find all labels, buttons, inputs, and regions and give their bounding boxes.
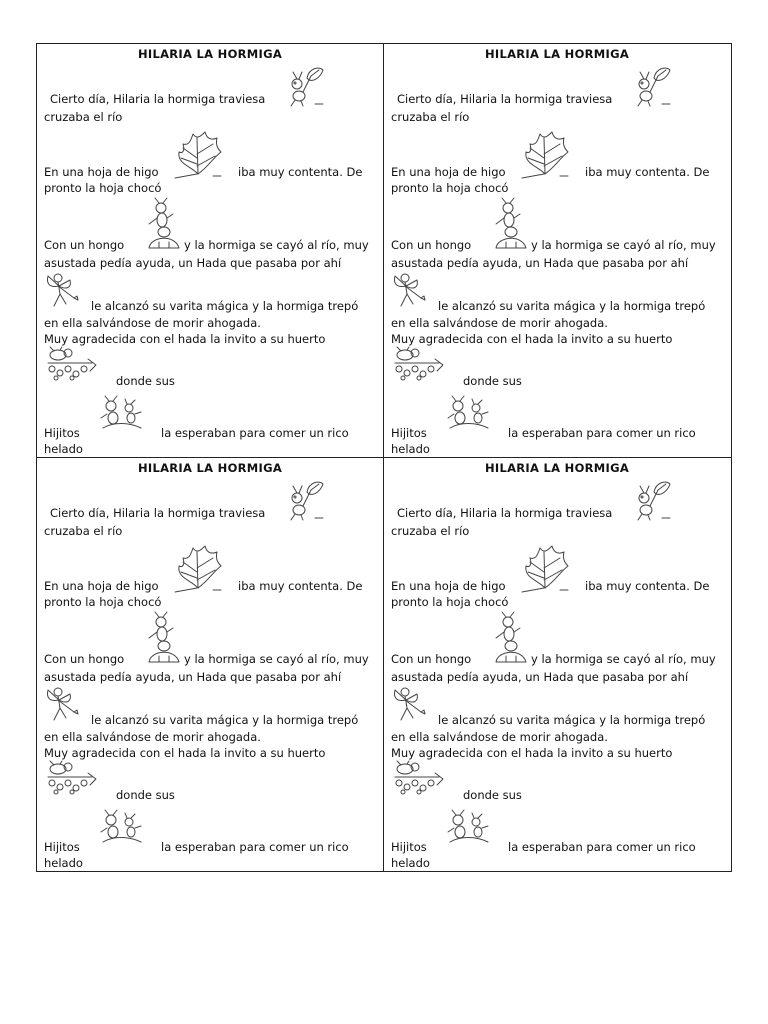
story-line: helado: [44, 442, 83, 456]
story-line: helado: [391, 442, 430, 456]
ant-on-mushroom-icon: [145, 200, 185, 250]
story-line: donde sus: [463, 374, 522, 388]
story-card: [384, 44, 730, 457]
story-line: iba muy contenta. De: [585, 579, 710, 593]
story-line: la esperaban para comer un rico: [161, 840, 349, 854]
fig-leaf-icon: [520, 542, 570, 592]
ant-with-leaf-icon: [285, 62, 325, 106]
fairy-icon: [44, 272, 80, 308]
story-line: Muy agradecida con el hada la invito a su huerto: [44, 746, 326, 760]
story-line: Muy agradecida con el hada la invito a su huerto: [391, 746, 673, 760]
baby-ants-icon: [446, 810, 490, 844]
story-line: y la hormiga se cayó al río, muy: [531, 238, 716, 252]
story-card: [384, 458, 730, 871]
story-line: asustada pedía ayuda, un Hada que pasaba por ahí: [44, 256, 342, 270]
story-line: le alcanzó su varita mágica y la hormiga trepó: [91, 713, 359, 727]
fairy-icon: [391, 272, 427, 308]
story-title: HILARIA LA HORMIGA: [137, 47, 283, 61]
fig-leaf-icon: [173, 128, 223, 178]
story-line: Muy agradecida con el hada la invito a su huerto: [44, 332, 326, 346]
garden-icon: [393, 347, 445, 381]
story-line: en ella salvándose de morir ahogada.: [391, 730, 608, 744]
story-card: [37, 458, 383, 871]
garden-icon: [393, 761, 445, 795]
story-line: Con un hongo: [44, 238, 125, 252]
story-line: pronto la hoja chocó: [391, 595, 509, 609]
baby-ants-icon: [446, 396, 490, 430]
story-line: Hijitos: [44, 426, 80, 440]
story-line: pronto la hoja chocó: [44, 595, 162, 609]
story-line: donde sus: [463, 788, 522, 802]
story-line: Con un hongo: [391, 652, 472, 666]
story-line: Cierto día, Hilaria la hormiga traviesa: [397, 92, 613, 106]
story-line: asustada pedía ayuda, un Hada que pasaba por ahí: [391, 256, 689, 270]
story-line: la esperaban para comer un rico: [508, 840, 696, 854]
story-line: cruzaba el río: [391, 524, 470, 538]
ant-on-mushroom-icon: [492, 200, 532, 250]
story-line: asustada pedía ayuda, un Hada que pasaba por ahí: [391, 670, 689, 684]
story-line: iba muy contenta. De: [238, 579, 363, 593]
baby-ants-icon: [99, 810, 143, 844]
story-line: donde sus: [116, 374, 175, 388]
story-title: HILARIA LA HORMIGA: [137, 461, 283, 475]
story-line: y la hormiga se cayó al río, muy: [531, 652, 716, 666]
story-line: y la hormiga se cayó al río, muy: [184, 652, 369, 666]
story-line: en ella salvándose de morir ahogada.: [391, 316, 608, 330]
story-line: la esperaban para comer un rico: [161, 426, 349, 440]
story-title: HILARIA LA HORMIGA: [484, 47, 630, 61]
story-line: En una hoja de higo: [44, 165, 159, 179]
story-line: En una hoja de higo: [391, 579, 506, 593]
fig-leaf-icon: [173, 542, 223, 592]
ant-with-leaf-icon: [285, 476, 325, 520]
story-line: Con un hongo: [391, 238, 472, 252]
story-line: le alcanzó su varita mágica y la hormiga trepó: [91, 299, 359, 313]
story-line: cruzaba el río: [391, 110, 470, 124]
story-line: la esperaban para comer un rico: [508, 426, 696, 440]
ant-on-mushroom-icon: [492, 614, 532, 664]
ant-with-leaf-icon: [632, 62, 672, 106]
story-line: Cierto día, Hilaria la hormiga traviesa: [50, 92, 266, 106]
story-line: le alcanzó su varita mágica y la hormiga trepó: [438, 713, 706, 727]
story-line: Muy agradecida con el hada la invito a su huerto: [391, 332, 673, 346]
story-line: iba muy contenta. De: [238, 165, 363, 179]
story-line: y la hormiga se cayó al río, muy: [184, 238, 369, 252]
story-line: Hijitos: [391, 840, 427, 854]
story-line: pronto la hoja chocó: [391, 181, 509, 195]
story-line: donde sus: [116, 788, 175, 802]
story-line: pronto la hoja chocó: [44, 181, 162, 195]
story-title: HILARIA LA HORMIGA: [484, 461, 630, 475]
story-line: le alcanzó su varita mágica y la hormiga trepó: [438, 299, 706, 313]
story-line: helado: [391, 856, 430, 870]
story-line: iba muy contenta. De: [585, 165, 710, 179]
ant-with-leaf-icon: [632, 476, 672, 520]
story-line: Hijitos: [44, 840, 80, 854]
fairy-icon: [391, 686, 427, 722]
garden-icon: [46, 347, 98, 381]
story-line: asustada pedía ayuda, un Hada que pasaba por ahí: [44, 670, 342, 684]
story-line: helado: [44, 856, 83, 870]
story-line: en ella salvándose de morir ahogada.: [44, 730, 261, 744]
ant-on-mushroom-icon: [145, 614, 185, 664]
fairy-icon: [44, 686, 80, 722]
story-line: En una hoja de higo: [44, 579, 159, 593]
story-line: cruzaba el río: [44, 524, 123, 538]
story-line: Cierto día, Hilaria la hormiga traviesa: [397, 506, 613, 520]
story-line: Hijitos: [391, 426, 427, 440]
story-line: cruzaba el río: [44, 110, 123, 124]
fig-leaf-icon: [520, 128, 570, 178]
garden-icon: [46, 761, 98, 795]
story-line: Cierto día, Hilaria la hormiga traviesa: [50, 506, 266, 520]
baby-ants-icon: [99, 396, 143, 430]
story-line: En una hoja de higo: [391, 165, 506, 179]
story-card: [37, 44, 383, 457]
story-line: en ella salvándose de morir ahogada.: [44, 316, 261, 330]
story-line: Con un hongo: [44, 652, 125, 666]
